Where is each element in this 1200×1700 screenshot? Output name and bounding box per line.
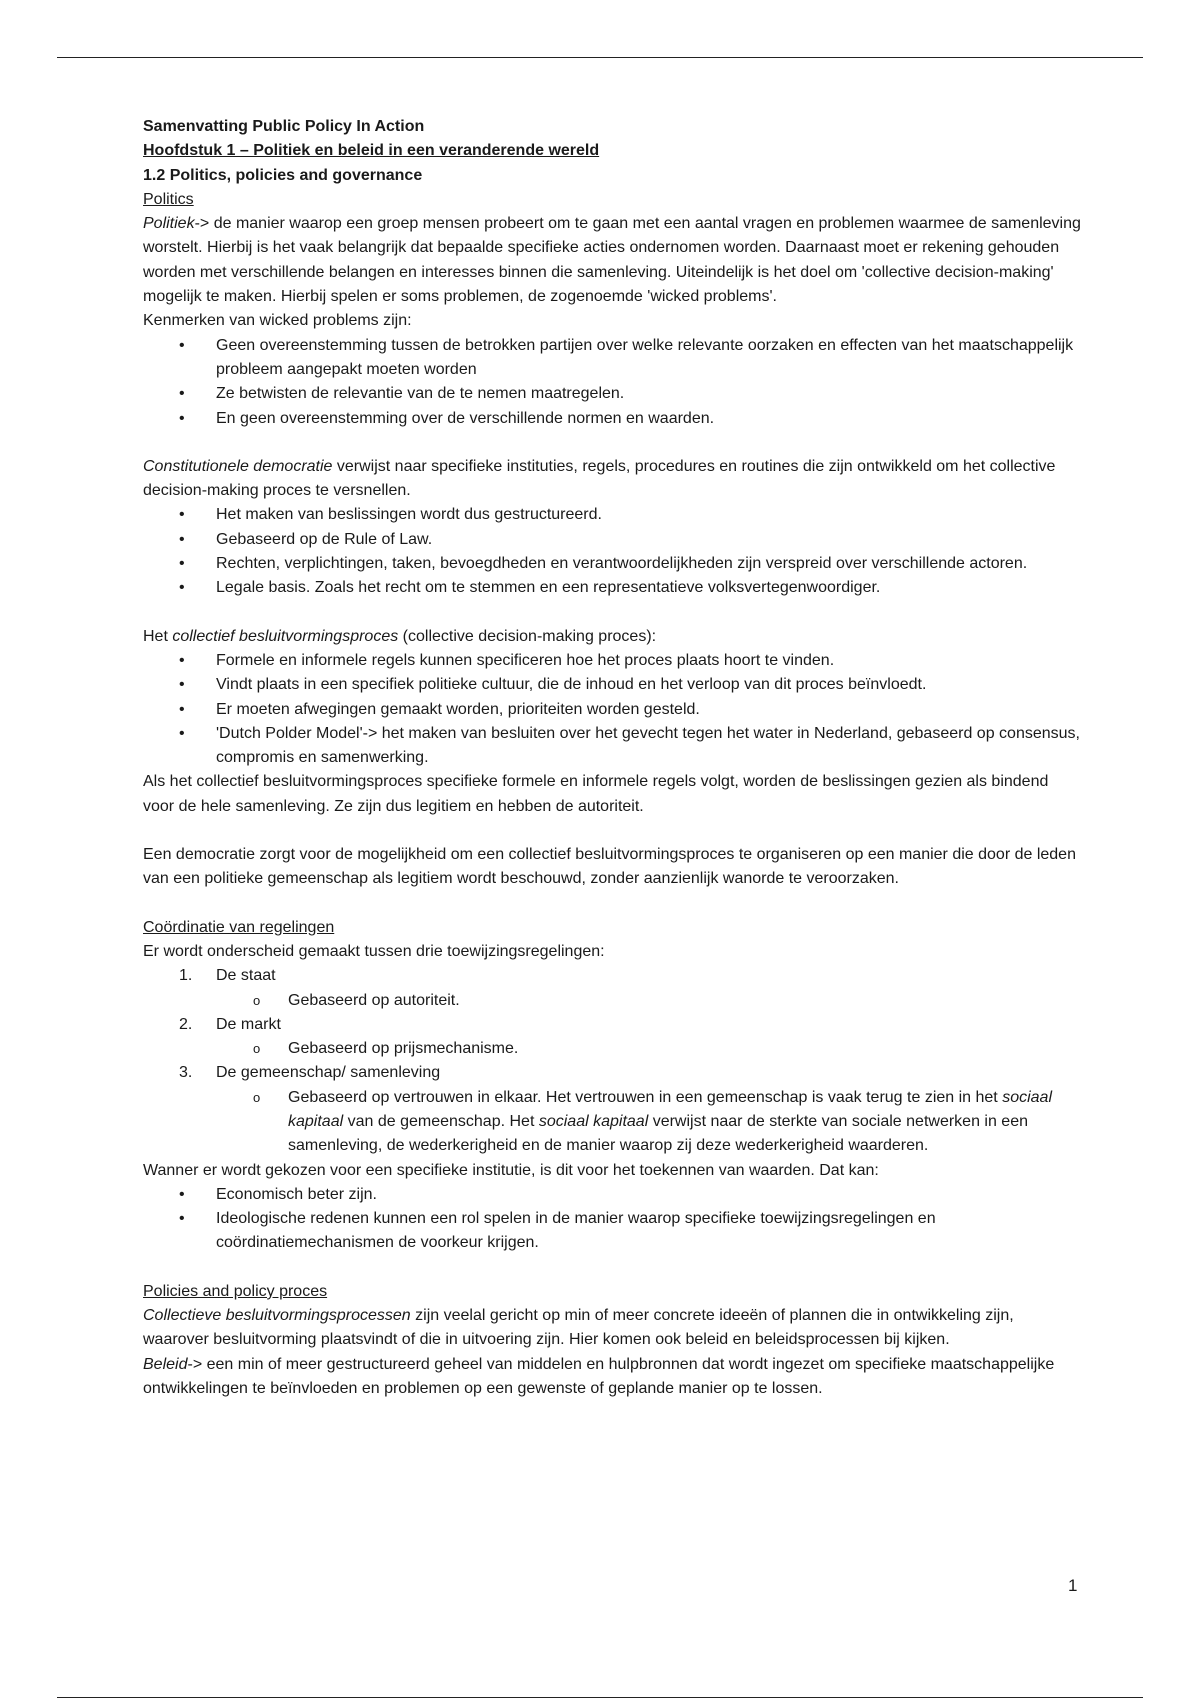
list-item: • Vindt plaats in een specifiek politieke cultuur, die de inhoud en het verloop van dit proces beïnvloedt. xyxy=(143,673,1083,697)
list-item: • 'Dutch Polder Model'-> het maken van besluiten over het gevecht tegen het water in Nederland, gebaseerd op consensus, compromis en samenwerking. xyxy=(143,722,1083,771)
list-item: • Het maken van beslissingen wordt dus gestructureerd. xyxy=(143,503,1083,527)
list-item: • Ze betwisten de relevantie van de te nemen maatregelen. xyxy=(143,382,1083,406)
list-item: • Formele en informele regels kunnen specificeren hoe het proces plaats hoort te vinden. xyxy=(143,649,1083,673)
document-body xyxy=(143,115,1083,1401)
collective-post: (collective decision-making proces): xyxy=(398,627,657,645)
wicked-intro: Kenmerken van wicked problems zijn: xyxy=(143,312,412,330)
politics-paragraph xyxy=(143,212,1083,309)
collective-term: collectief besluitvormingsproces xyxy=(172,627,399,645)
sub-list-text-b: van de gemeenschap. Het xyxy=(343,1112,539,1130)
policies-paragraph-2 xyxy=(143,1353,1083,1402)
constitutional-term: Constitutionele democratie xyxy=(143,457,333,475)
circle-bullet-icon: o xyxy=(253,1089,261,1105)
list-number: 1. xyxy=(179,967,193,985)
list-item xyxy=(143,1061,1083,1158)
chapter-heading: Hoofdstuk 1 – Politiek en beleid in een veranderende wereld xyxy=(143,142,600,160)
social-capital-term: sociaal kapitaal xyxy=(538,1112,649,1130)
democracy-paragraph: Een democratie zorgt voor de mogelijkheid om een collectief besluitvormingsproces te organiseren op een manier die door de leden van een politieke gemeenschap als legitiem wordt beschouwd, zonder aanzienlijk wanorde te veroorzaken. xyxy=(143,846,1076,888)
list-item xyxy=(143,964,1083,1013)
sub-list xyxy=(216,1086,1083,1159)
sub-list-item xyxy=(143,989,1083,1013)
choice-list xyxy=(143,1183,1083,1256)
section-heading: 1.2 Politics, policies and governance xyxy=(143,166,423,184)
sub-list-item xyxy=(143,1086,1083,1159)
constitutional-text: verwijst naar specifieke instituties, regels, procedures en routines die zijn ontwikkeld om het collective decision-making proces te versnellen. xyxy=(143,457,1056,500)
sub-list-text: Gebaseerd op autoriteit. xyxy=(288,991,460,1009)
sub-list-text-a: Gebaseerd op vertrouwen in elkaar. Het vertrouwen in een gemeenschap is vaak terug te zien in het xyxy=(288,1088,1003,1106)
list-item: • Legale basis. Zoals het recht om te stemmen en een representatieve volksvertegenwoordiger. xyxy=(143,576,1083,600)
list-item: • Rechten, verplichtingen, taken, bevoegdheden en verantwoordelijkheden zijn verspreid over verschillende actoren. xyxy=(143,552,1083,576)
sub-list-text: Gebaseerd op prijsmechanisme. xyxy=(288,1040,519,1058)
list-label: De markt xyxy=(216,1015,281,1033)
circle-bullet-icon: o xyxy=(253,992,261,1008)
list-number: 2. xyxy=(179,1015,193,1033)
policies-text-1: zijn veelal gericht op min of meer concrete ideeën of plannen die in ontwikkeling zijn, waarover besluitvorming plaatsvindt of die in uitvoering zijn. Hier komen ook beleid en beleidsprocessen bij kijken. xyxy=(143,1307,1014,1349)
policies-term-1: Collectieve besluitvormingsprocessen xyxy=(143,1307,411,1325)
sub-list xyxy=(216,1037,1083,1061)
collective-after: Als het collectief besluitvormingsproces specifieke formele en informele regels volgt, worden de beslissingen gezien als bindend voor de hele samenleving. Ze zijn dus legitiem en hebben de autoriteit. xyxy=(143,773,1049,815)
coordination-list xyxy=(143,964,1083,1158)
social-capital-term: sociaal kapitaal xyxy=(288,1088,1053,1130)
list-label: De staat xyxy=(216,967,276,985)
collective-intro xyxy=(143,625,1083,649)
list-item: • Gebaseerd op de Rule of Law. xyxy=(143,528,1083,552)
document-title: Samenvatting Public Policy In Action xyxy=(143,118,425,135)
coordination-intro: Er wordt onderscheid gemaakt tussen drie toewijzingsregelingen: xyxy=(143,942,605,960)
policies-text-2: -> een min of meer gestructureerd geheel van middelen en hulpbronnen dat wordt ingezet om specifieke maatschappelijke ontwikkelingen te beïnvloeden en problemen op een gewenste of geplande manier op te lossen. xyxy=(143,1355,1055,1397)
list-item: • Economisch beter zijn. xyxy=(143,1183,1083,1207)
coordination-heading: Coördinatie van regelingen xyxy=(143,918,335,936)
sub-list-text-c: verwijst naar de sterkte van sociale netwerken in een samenleving, de wederkerigheid en de manier waarop zij deze wederkerigheid waarderen. xyxy=(288,1112,1028,1155)
collective-pre: Het xyxy=(143,627,173,645)
constitutional-list xyxy=(143,503,1083,600)
politics-heading: Politics xyxy=(143,190,194,208)
list-item: • En geen overeenstemming over de verschillende normen en waarden. xyxy=(143,407,1083,431)
list-item: • Ideologische redenen kunnen een rol spelen in de manier waarop specifieke toewijzingsregelingen en coördinatiemechanismen de voorkeur krijgen. xyxy=(143,1207,1083,1256)
wicked-list xyxy=(143,334,1083,431)
policies-paragraph-1 xyxy=(143,1304,1083,1353)
list-number: 3. xyxy=(179,1064,193,1082)
page-number: 1 xyxy=(1068,1576,1078,1595)
collective-list xyxy=(143,649,1083,770)
header-rule xyxy=(57,57,1143,58)
footer-rule xyxy=(57,1697,1143,1698)
policies-term-2: Beleid xyxy=(143,1355,188,1373)
policies-heading: Policies and policy proces xyxy=(143,1282,328,1300)
list-item xyxy=(143,1013,1083,1062)
politics-text: -> de manier waarop een groep mensen probeert om te gaan met een aantal vragen en problemen waarmee de samenleving worstelt. Hierbij is het vaak belangrijk dat bepaalde specifieke acties ondernomen worden. Daarnaast moet er rekening gehouden worden met verschillende belangen en interesses binnen die samenleving. Uiteindelijk is het doel om 'collective decision-making' mogelijk te maken. Hierbij spelen er soms problemen, de zogenoemde 'wicked problems'. xyxy=(143,215,1081,306)
list-item: • Er moeten afwegingen gemaakt worden, prioriteiten worden gesteld. xyxy=(143,698,1083,722)
sub-list xyxy=(216,989,1083,1013)
circle-bullet-icon: o xyxy=(253,1041,261,1057)
list-label: De gemeenschap/ samenleving xyxy=(216,1064,441,1082)
choice-intro: Wanner er wordt gekozen voor een specifieke institutie, is dit voor het toekennen van waarden. Dat kan: xyxy=(143,1161,879,1179)
list-item: • Geen overeenstemming tussen de betrokken partijen over welke relevante oorzaken en effecten van het maatschappelijk probleem aangepakt moeten worden xyxy=(143,334,1083,383)
politics-term: Politiek xyxy=(143,215,195,233)
sub-list-item xyxy=(143,1037,1083,1061)
constitutional-paragraph xyxy=(143,455,1083,504)
